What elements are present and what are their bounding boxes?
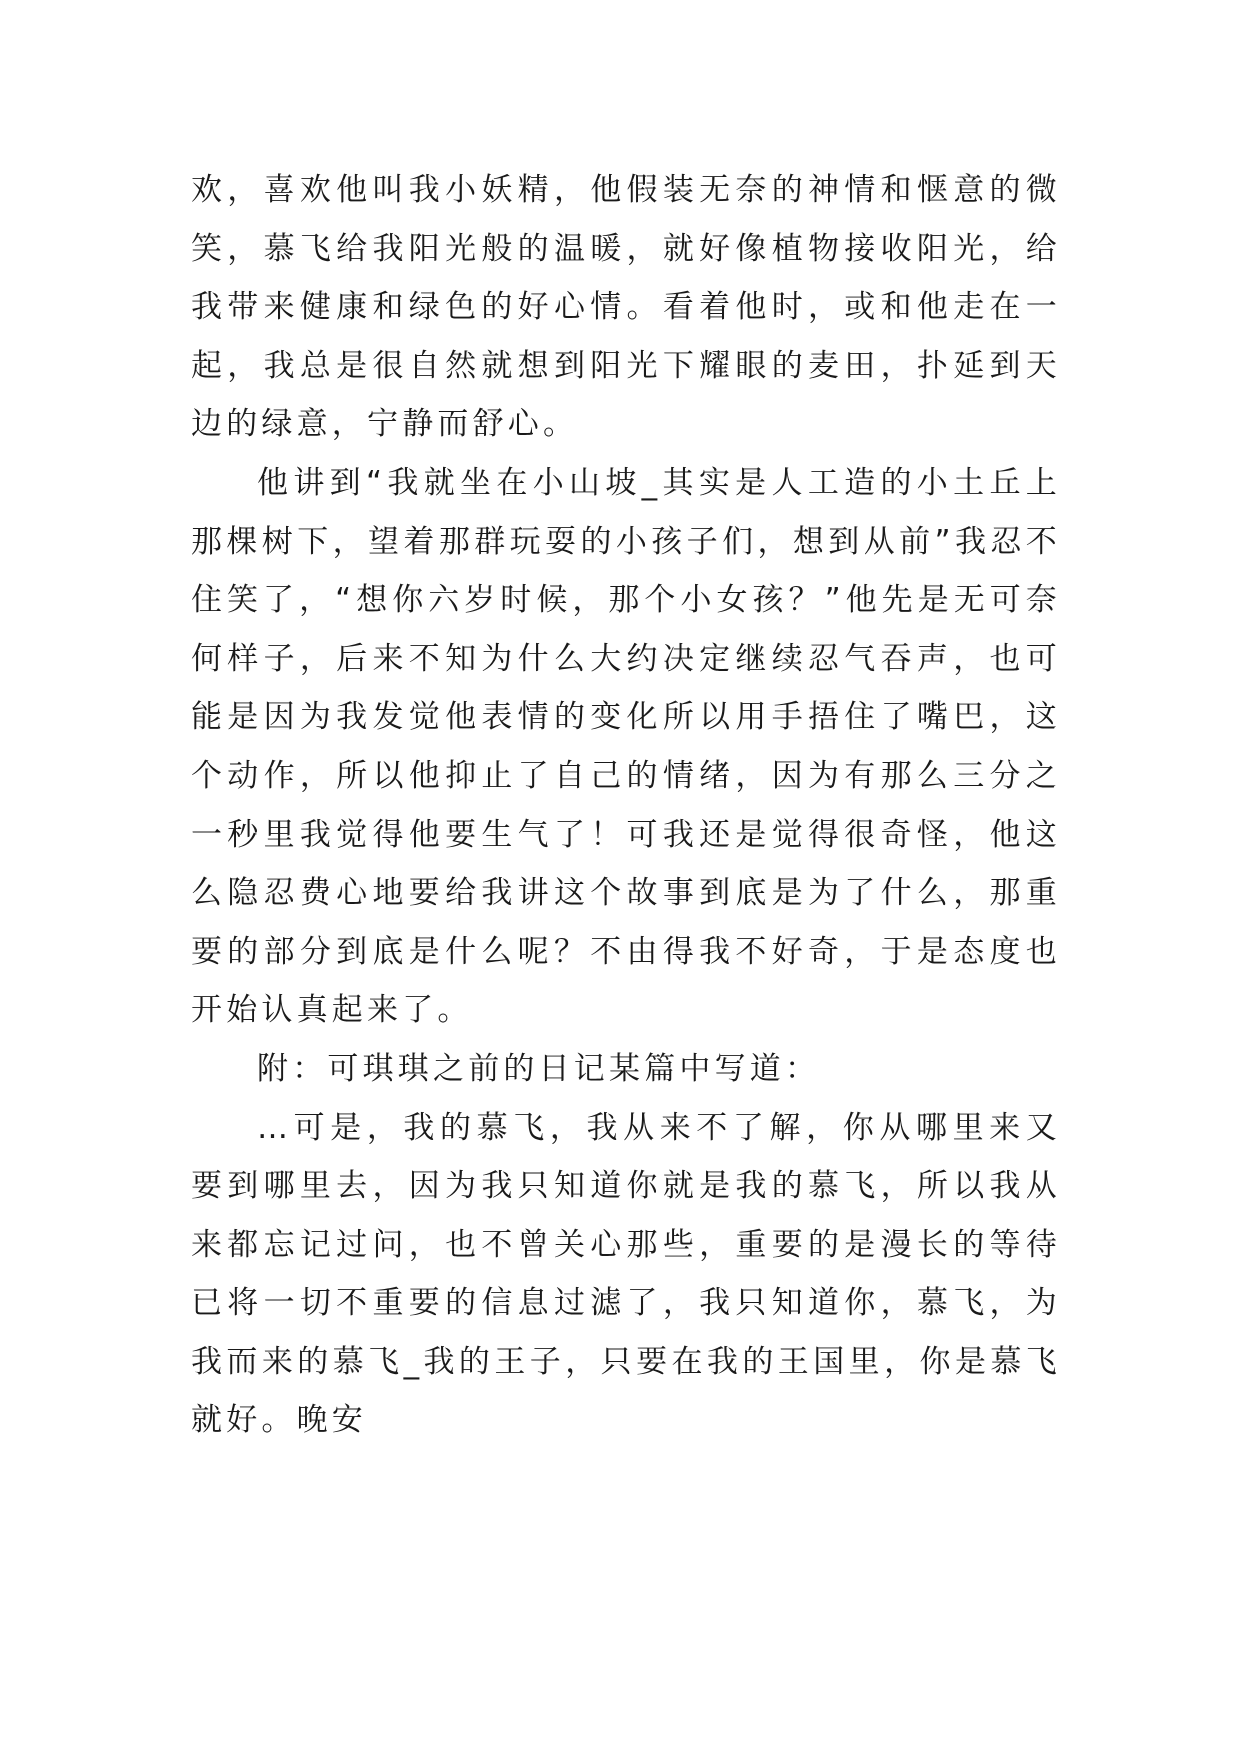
paragraph-1: 欢，喜欢他叫我小妖精，他假装无奈的神情和惬意的微笑，慕飞给我阳光般的温暖，就好像植物接收阳光，给我带来健康和绿色的好心情。看着他时，或和他走在一起，我总是很自然就想到阳光下耀眼的麦田，扑延到天边的绿意，宁静而舒心。 [191,172,1061,443]
paragraph-2: 他讲到“我就坐在小山坡_其实是人工造的小土丘上那棵树下，望着那群玩耍的小孩子们，想到从前”我忍不住笑了，“想你六岁时候，那个小女孩？”他先是无可奈何样子，后来不知为什么大约决定继续忍气吞声，也可能是因为我发觉他表情的变化所以用手捂住了嘴巴，这个动作，所以他抑止了自己的情绪，因为有那么三分之一秒里我觉得他要生气了！可我还是觉得很奇怪，他这么隐忍费心地要给我讲这个故事到底是为了什么，那重要的部分到底是什么呢？不由得我不好奇，于是态度也开始认真起来了。 [191,464,1061,1029]
paragraph-4: …可是，我的慕飞，我从来不了解，你从哪里来又要到哪里去，因为我只知道你就是我的慕飞，所以我从来都忘记过问，也不曾关心那些，重要的是漫长的等待已将一切不重要的信息过滤了，我只知道你，慕飞，为我而来的慕飞_我的王子，只要在我的王国里，你是慕飞就好。晚安 [191,1109,1061,1439]
paragraph-3: 附：可琪琪之前的日记某篇中写道： [257,1050,821,1087]
document-body [191,161,1061,1450]
